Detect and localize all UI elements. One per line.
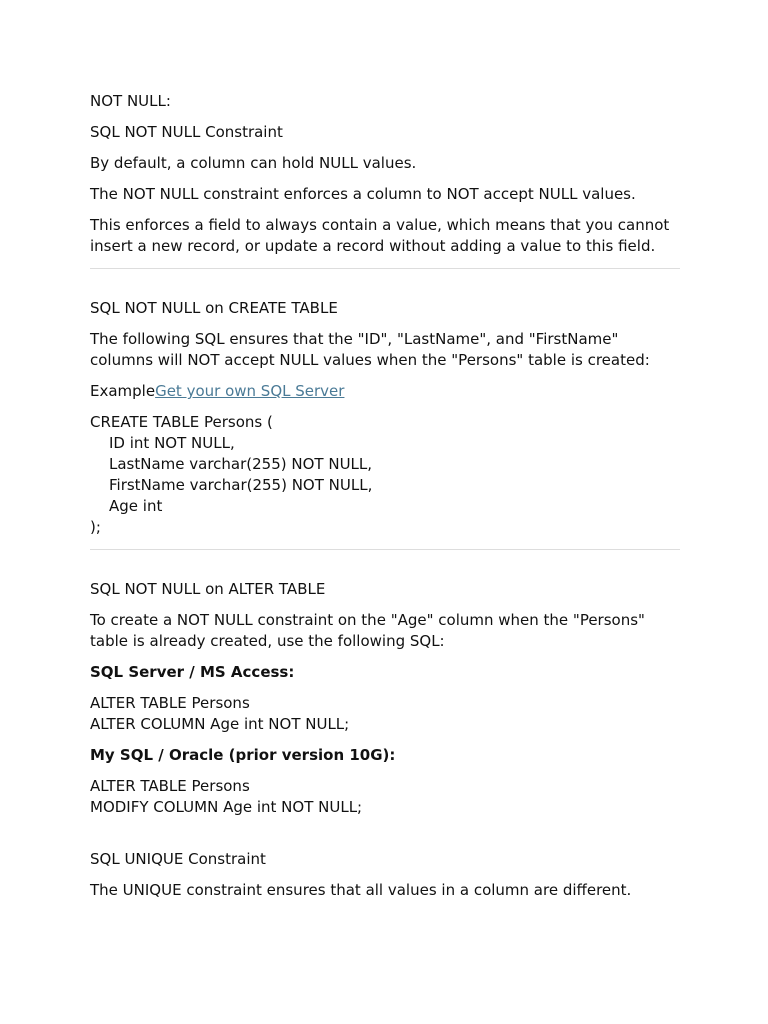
paragraph: The NOT NULL constraint enforces a column to NOT accept NULL values.	[90, 185, 636, 203]
subheading-sql-server: SQL Server / MS Access:	[90, 663, 295, 681]
code-line: ALTER TABLE Persons	[90, 777, 250, 795]
section-heading-create-table: SQL NOT NULL on CREATE TABLE	[90, 299, 338, 317]
code-line: MODIFY COLUMN Age int NOT NULL;	[90, 798, 363, 816]
page-title: NOT NULL:	[90, 92, 171, 110]
code-line: LastName varchar(255) NOT NULL,	[109, 455, 373, 473]
code-line: CREATE TABLE Persons (	[90, 413, 273, 431]
spacer	[90, 818, 680, 849]
code-line: ALTER TABLE Persons	[90, 694, 250, 712]
example-line	[90, 381, 680, 402]
code-block-create-table	[90, 412, 680, 538]
paragraph: This enforces a field to always contain a value, which means that you cannot insert a new record, or update a record without adding a value to this field.	[90, 216, 670, 255]
subheading-mysql-oracle: My SQL / Oracle (prior version 10G):	[90, 746, 396, 764]
code-line: FirstName varchar(255) NOT NULL,	[109, 476, 373, 494]
code-line: ID int NOT NULL,	[109, 434, 235, 452]
get-sql-server-link[interactable]: Get your own SQL Server	[155, 382, 345, 400]
code-line: );	[90, 518, 101, 536]
section-heading-alter-table: SQL NOT NULL on ALTER TABLE	[90, 580, 326, 598]
section-heading-not-null-constraint: SQL NOT NULL Constraint	[90, 123, 283, 141]
divider	[90, 549, 680, 550]
code-block-sql-server	[90, 693, 680, 735]
section-heading-unique-constraint: SQL UNIQUE Constraint	[90, 850, 266, 868]
document-content	[90, 91, 680, 911]
code-block-mysql-oracle	[90, 776, 680, 818]
code-line: Age int	[109, 497, 163, 515]
paragraph: The UNIQUE constraint ensures that all values in a column are different.	[90, 881, 632, 899]
paragraph: By default, a column can hold NULL values.	[90, 154, 417, 172]
divider	[90, 268, 680, 269]
paragraph: To create a NOT NULL constraint on the "Age" column when the "Persons" table is already created, use the following SQL:	[90, 611, 645, 650]
paragraph: The following SQL ensures that the "ID", "LastName", and "FirstName" columns will NOT accept NULL values when the "Persons" table is created:	[90, 330, 650, 369]
example-label: Example	[90, 382, 156, 400]
code-line: ALTER COLUMN Age int NOT NULL;	[90, 715, 350, 733]
